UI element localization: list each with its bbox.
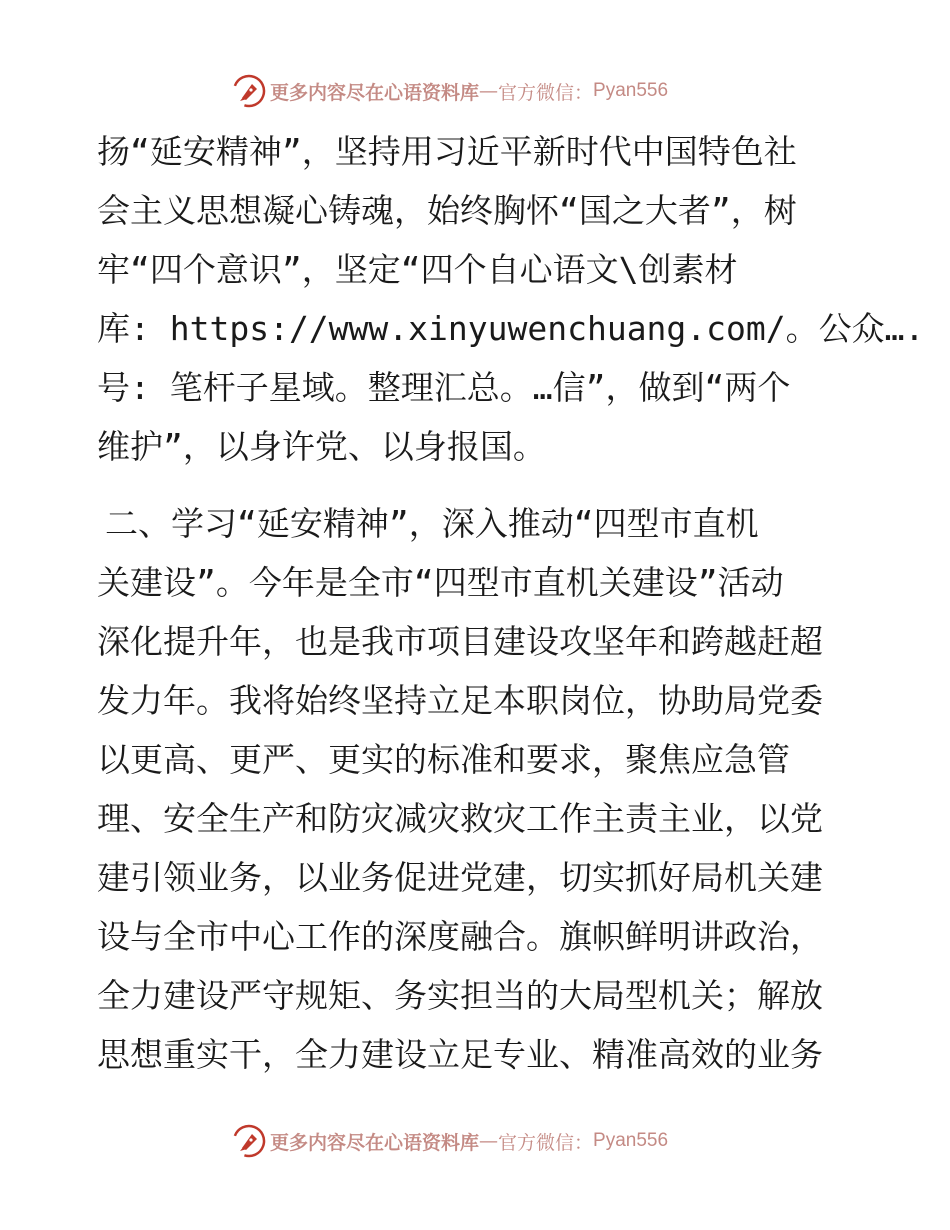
- text-line: 建引领业务，以业务促进党建，切实抓好局机关建: [97, 858, 823, 897]
- text-line: 关建设”。今年是全市“四型市直机关建设”活动: [97, 563, 784, 602]
- paragraph-2: [97, 494, 857, 1084]
- footer-separator: —: [479, 1130, 499, 1152]
- text-line: 号: 笔杆子星域。整理汇总。…信”，做到“两个: [97, 368, 791, 407]
- text-line: 库: https://www.xinyuwenchuang.com/。公众….: [97, 309, 925, 348]
- footer-wechat-id: Pyan556: [593, 1130, 669, 1151]
- header-separator: —: [479, 80, 499, 102]
- text-line: 思想重实干，全力建设立足专业、精准高效的业务: [97, 1035, 823, 1074]
- pen-nib-logo-icon: [232, 1124, 266, 1158]
- text-line: 二、学习“延安精神”，深入推动“四型市直机: [105, 504, 759, 543]
- document-body: [97, 122, 925, 1084]
- header-wechat-label: 官方微信：: [498, 81, 594, 104]
- text-line: 以更高、更严、更实的标准和要求，聚焦应急管: [97, 740, 790, 779]
- footer-wechat-label: 官方微信：: [498, 1131, 594, 1154]
- text-line: 会主义思想凝心铸魂，始终胸怀“国之大者”，树: [97, 191, 797, 230]
- text-line: 全力建设严守规矩、务实担当的大局型机关；解放: [97, 976, 823, 1015]
- text-line: 牢“四个意识”，坚定“四个自心语文\创素材: [97, 250, 738, 289]
- text-line: 设与全市中心工作的深度融合。旗帜鲜明讲政治，: [97, 917, 823, 956]
- header-brand-text: 更多内容尽在心语资料库: [270, 81, 480, 104]
- text-line: 维护”，以身许党、以身报国。: [97, 427, 546, 466]
- footer-watermark-banner: [232, 1124, 668, 1158]
- paragraph-spacer: [97, 476, 857, 494]
- pen-nib-logo-icon: [232, 74, 266, 108]
- header-wechat-id: Pyan556: [593, 80, 669, 101]
- text-line: 扬“延安精神”，坚持用习近平新时代中国特色社: [97, 132, 797, 171]
- paragraph-1: [97, 122, 925, 476]
- text-line: 深化提升年，也是我市项目建设攻坚年和跨越赶超: [97, 622, 823, 661]
- text-line: 发力年。我将始终坚持立足本职岗位，协助局党委: [97, 681, 823, 720]
- text-line: 理、安全生产和防灾减灾救灾工作主责主业，以党: [97, 799, 823, 838]
- header-watermark-banner: [232, 74, 668, 108]
- footer-brand-text: 更多内容尽在心语资料库: [270, 1131, 480, 1154]
